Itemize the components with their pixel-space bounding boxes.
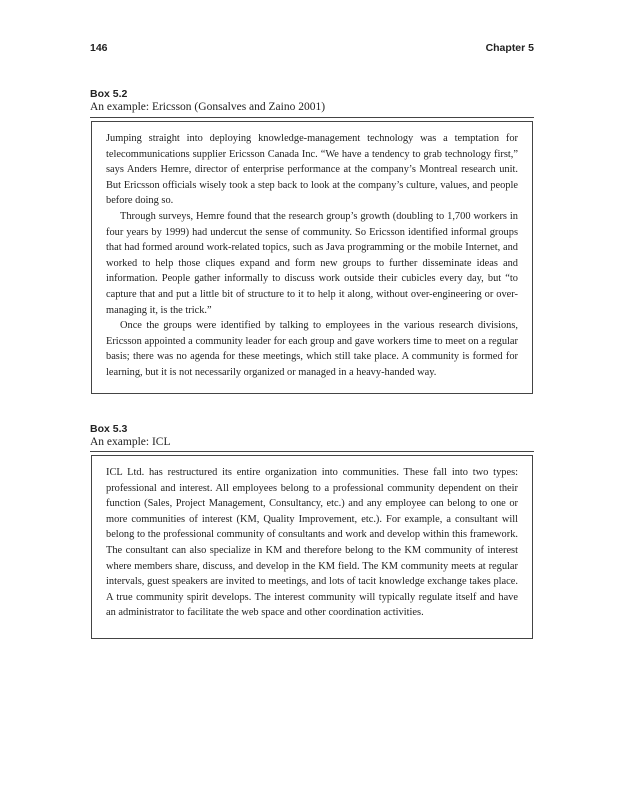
box-paragraph: ICL Ltd. has restructured its entire organization into communities. These fall into two types: professional and interest. All employees belong to a professional community dependent on their function (Sales, Project Management, Consultancy, etc.) and any employee can belong to one or more communities of interest (KM, Quality Improvement, etc.). For example, a consultant will belong to the professional community of consultants and work and develop within this framework. The consultant can also specialize in KM and therefore belong to the KM community of interest where members share, discuss, and develop in the KM field. The KM community meets at regular intervals, guest speakers are invited to meetings, and lots of tacit knowledge exchange takes place. A true community spirit develops. The interest community will typically regulate itself and have an administrator to facilitate the web space and other coordination activities. <box>106 467 518 619</box>
page-number: 146 <box>90 42 108 54</box>
box-title: Box 5.2 <box>90 88 128 100</box>
box-paragraph: Jumping straight into deploying knowledge-management technology was a temptation for telecommunications supplier Ericsson Canada Inc. “We have a tendency to grab technology first,” says Anders Hemre, director of enterprise performance at the company’s Montreal research unit. But Ericsson officials wisely took a step back to look at the company’s culture, values, and people before doing so. <box>106 133 518 207</box>
box-subtitle: An example: ICL <box>90 436 171 448</box>
box-title: Box 5.3 <box>90 423 128 435</box>
chapter-label: Chapter 5 <box>485 42 534 54</box>
box-paragraph: Through surveys, Hemre found that the research group’s growth (doubling to 1,700 workers in four years by 1999) had undercut the sense of community. So Ericsson identified informal groups that had formed around work-related topics, such as Java programming or the mobile Internet, and worked to help those cliques expand and form new groups to further disseminate ideas and information. People gather informally to discuss work outside their cubicles every day, but “to capture that and put a little bit of structure to it to help it along, without over-engineering or over-managing it, is the trick.” <box>106 210 518 316</box>
box-rule <box>90 451 534 452</box>
box-paragraph: Once the groups were identified by talking to employees in the various research divisions, Ericsson appointed a community leader for each group and gave workers time to meet on a regular basis; there was no agenda for these meetings, which still take place. A community is formed for learning, but it is not necessarily organized or managed in a heavy-handed way. <box>106 320 518 378</box>
box-subtitle: An example: Ericsson (Gonsalves and Zaino 2001) <box>90 101 326 113</box>
box-rule <box>90 117 534 118</box>
box-content <box>91 455 533 639</box>
box-content <box>91 121 533 394</box>
